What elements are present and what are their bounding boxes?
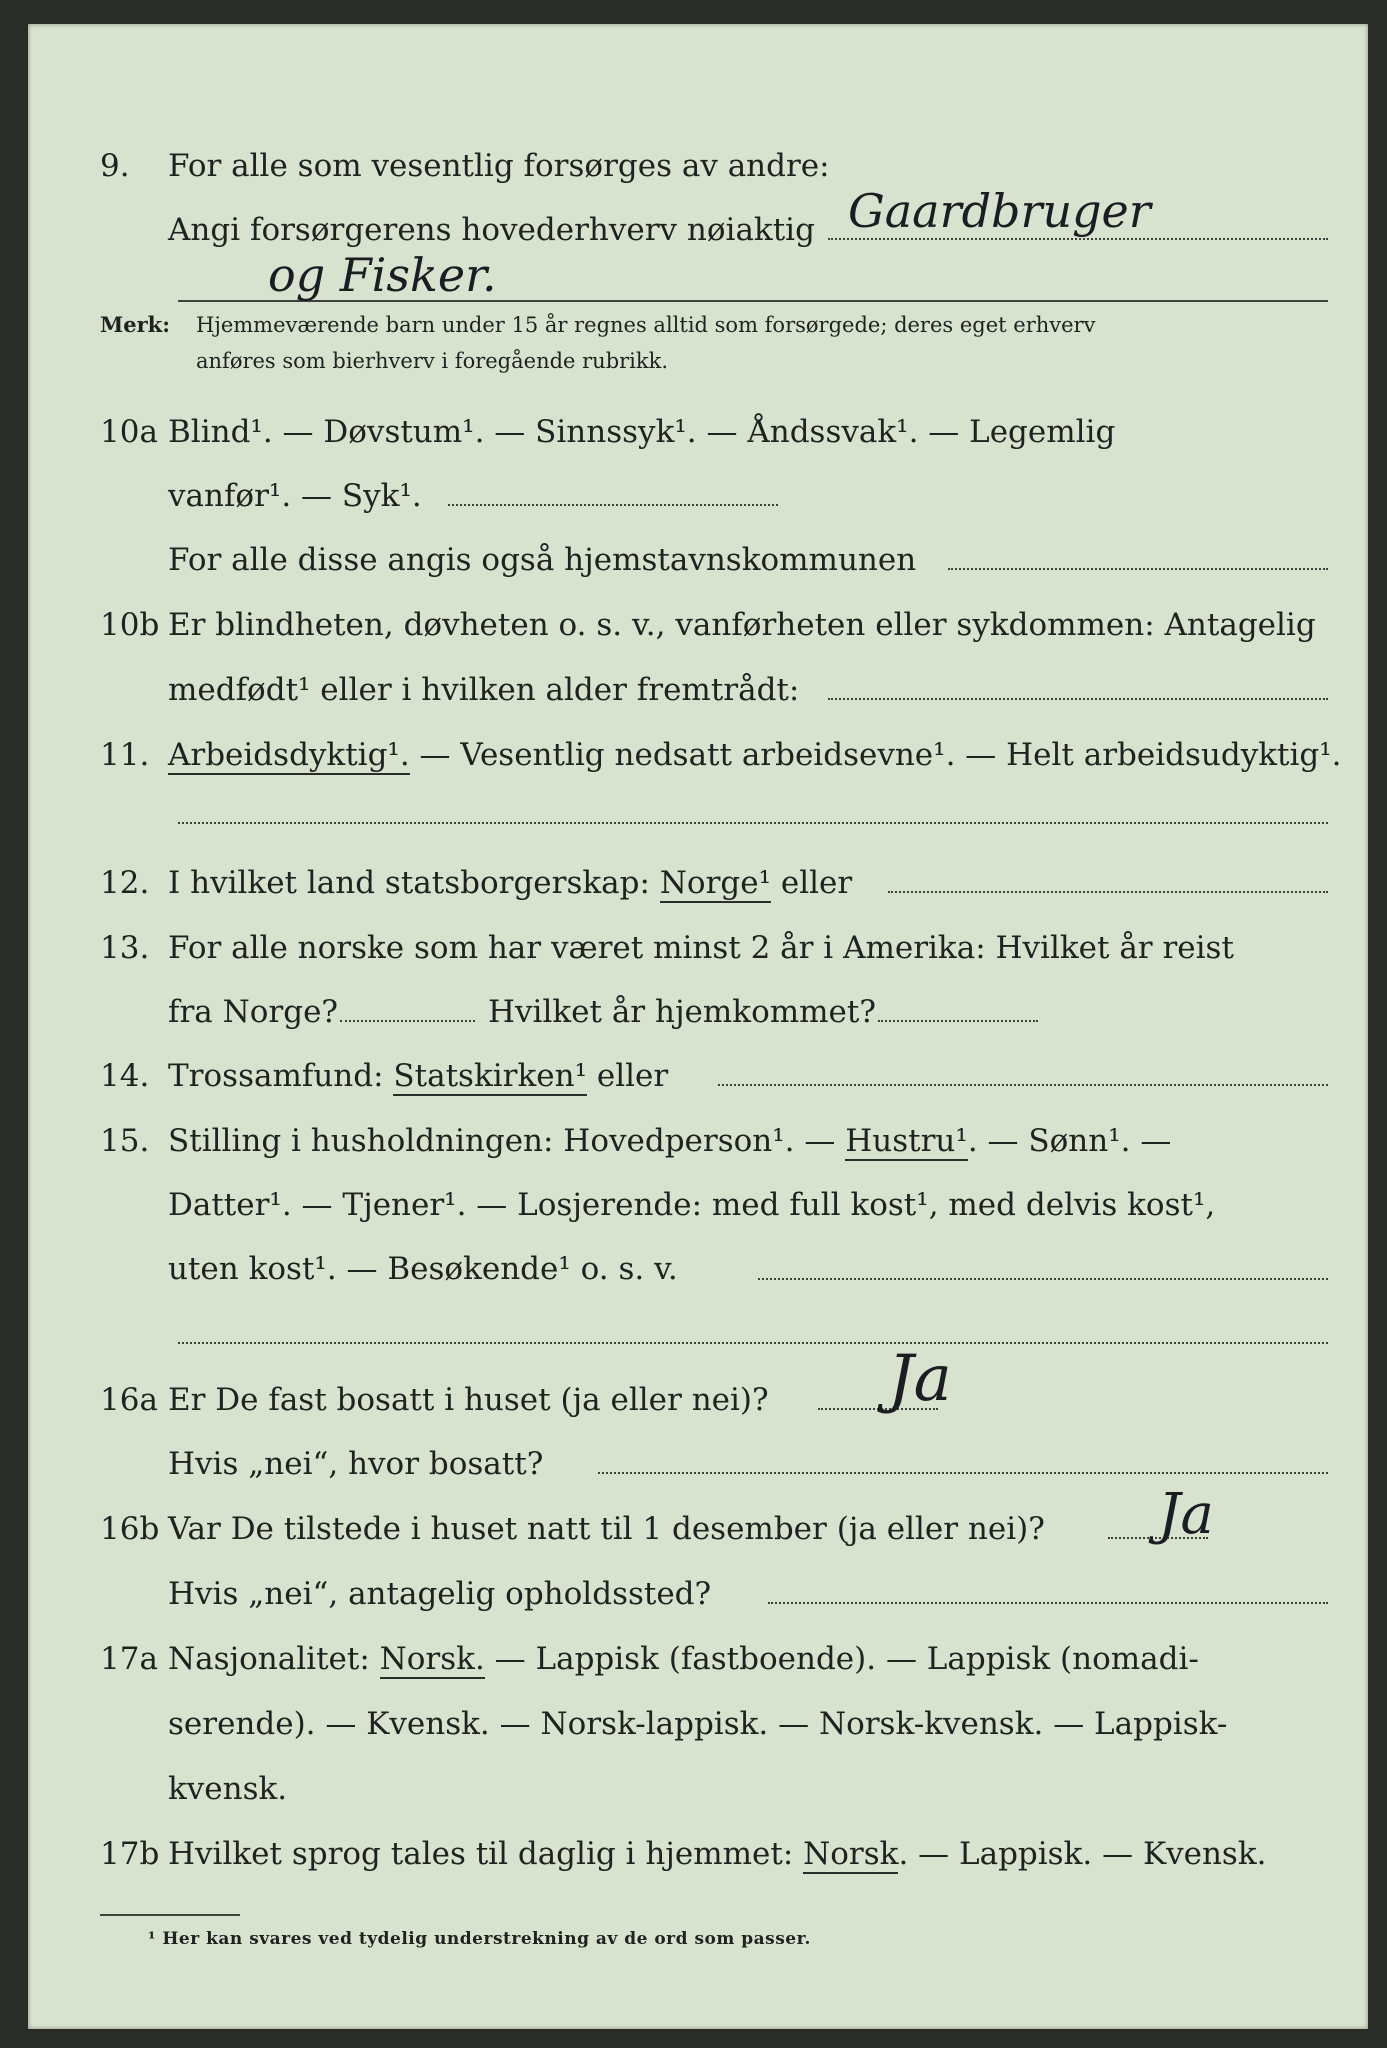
question-number: 16a	[100, 1382, 158, 1418]
question-10a-line2	[28, 466, 1368, 526]
question-17a-line2	[28, 1694, 1368, 1754]
question-text: For alle norske som har været minst 2 år i Amerika: Hvilket år reist	[168, 930, 1234, 966]
answer-line	[948, 568, 1328, 570]
answer-line	[178, 822, 1328, 824]
question-text: Blind¹. — Døvstum¹. — Sinnssyk¹. — Åndssvak¹. — Legemlig	[168, 414, 1116, 450]
question-text: Hvilket år hjemkommet?	[488, 994, 876, 1030]
question-9	[28, 136, 1368, 196]
question-text: Hvis „nei“, antagelig opholdssted?	[168, 1576, 712, 1612]
question-10a-line3	[28, 530, 1368, 590]
question-17a-line3	[28, 1759, 1368, 1819]
question-text: — Vesentlig nedsatt arbeidsevne¹. — Helt arbeidsudyktig¹.	[409, 737, 1342, 773]
selected-option: Hustru¹	[845, 1123, 968, 1159]
selected-option: Arbeidsdyktig¹.	[168, 737, 410, 773]
answer-line	[178, 1342, 1328, 1344]
note-text: anføres som bierhverv i foregående rubrikk.	[196, 349, 669, 373]
question-number: 10b	[100, 607, 160, 643]
question-number: 9.	[100, 148, 130, 184]
question-13	[28, 918, 1368, 978]
question-10a	[28, 402, 1368, 462]
question-number: 17b	[100, 1836, 160, 1872]
question-16a	[28, 1370, 1368, 1430]
question-13-line2	[28, 982, 1368, 1042]
question-10b	[28, 595, 1368, 655]
selected-option: Norsk	[803, 1836, 899, 1872]
question-text: kvensk.	[168, 1771, 288, 1807]
answer-line	[598, 1472, 1328, 1474]
footnote-divider	[100, 1914, 240, 1916]
question-text: Trossamfund:	[168, 1058, 394, 1094]
note-text: Hjemmeværende barn under 15 år regnes alltid som forsørgede; deres eget erhverv	[196, 313, 1096, 337]
question-17a	[28, 1629, 1368, 1689]
footnote: ¹ Her kan svares ved tydelig understrekning av de ord som passer.	[148, 1929, 811, 1949]
answer-line	[340, 1020, 475, 1022]
answer-line	[758, 1278, 1328, 1280]
question-number: 15.	[100, 1123, 150, 1159]
question-number: 11.	[100, 737, 150, 773]
handwritten-answer: Gaardbruger	[848, 184, 1151, 238]
question-text: Er De fast bosatt i huset (ja eller nei)?	[168, 1382, 769, 1418]
question-14	[28, 1046, 1368, 1106]
question-text: Angi forsørgerens hovederhverv nøiaktig	[168, 212, 815, 248]
note-label: Merk:	[100, 312, 170, 337]
answer-line	[448, 504, 778, 506]
question-text: . — Sønn¹. —	[967, 1123, 1172, 1159]
question-text: vanfør¹. — Syk¹.	[168, 478, 422, 514]
question-text: I hvilket land statsborgerskap:	[168, 865, 660, 901]
question-15-line3	[28, 1239, 1368, 1299]
census-form-page	[28, 24, 1368, 2029]
question-text: For alle som vesentlig forsørges av andre:	[168, 148, 830, 184]
answer-line	[828, 698, 1328, 700]
question-number: 13.	[100, 930, 150, 966]
selected-option: Norge¹	[659, 865, 772, 901]
handwritten-answer: Ja	[1158, 1482, 1214, 1547]
question-number: 14.	[100, 1058, 150, 1094]
question-number: 10a	[100, 414, 158, 450]
selected-option: Norsk.	[379, 1641, 485, 1677]
question-text: Stilling i husholdningen: Hovedperson¹. —	[168, 1123, 846, 1159]
question-15	[28, 1111, 1368, 1171]
question-text: Er blindheten, døvheten o. s. v., vanførheten eller sykdommen: Antagelig	[168, 607, 1316, 643]
question-17b	[28, 1824, 1368, 1884]
question-text: Hvilket sprog tales til daglig i hjemmet:	[168, 1836, 804, 1872]
question-text: Hvis „nei“, hvor bosatt?	[168, 1446, 544, 1482]
question-text: — Lappisk (fastboende). — Lappisk (nomadi-	[484, 1641, 1199, 1677]
question-text: serende). — Kvensk. — Norsk-lappisk. — Norsk-kvensk. — Lappisk-	[168, 1706, 1228, 1742]
question-text: eller	[771, 865, 853, 901]
answer-line	[718, 1084, 1328, 1086]
selected-option: Statskirken¹	[393, 1058, 587, 1094]
question-12	[28, 853, 1368, 913]
question-text: Var De tilstede i huset natt til 1 desember (ja eller nei)?	[168, 1511, 1045, 1547]
question-number: 12.	[100, 865, 150, 901]
question-9-line2	[28, 200, 1368, 260]
question-15-line2	[28, 1175, 1368, 1235]
answer-line	[768, 1602, 1328, 1604]
question-number: 17a	[100, 1641, 158, 1677]
question-11	[28, 725, 1368, 785]
question-text: For alle disse angis også hjemstavnskommunen	[168, 542, 917, 578]
question-10b-line2	[28, 660, 1368, 720]
answer-line	[878, 1020, 1038, 1022]
question-text: Datter¹. — Tjener¹. — Losjerende: med full kost¹, med delvis kost¹,	[168, 1187, 1216, 1223]
handwritten-answer: og Fisker.	[268, 248, 497, 302]
question-text: eller	[587, 1058, 669, 1094]
question-text: fra Norge?	[168, 994, 339, 1030]
answer-line	[828, 238, 1328, 240]
answer-line	[888, 891, 1328, 893]
handwritten-answer: Ja	[888, 1342, 952, 1416]
question-text: . — Lappisk. — Kvensk.	[898, 1836, 1267, 1872]
question-16b-line2	[28, 1564, 1368, 1624]
question-number: 16b	[100, 1511, 160, 1547]
question-text: medfødt¹ eller i hvilken alder fremtrådt:	[168, 672, 800, 708]
question-text: Nasjonalitet:	[168, 1641, 380, 1677]
question-text: uten kost¹. — Besøkende¹ o. s. v.	[168, 1251, 678, 1287]
